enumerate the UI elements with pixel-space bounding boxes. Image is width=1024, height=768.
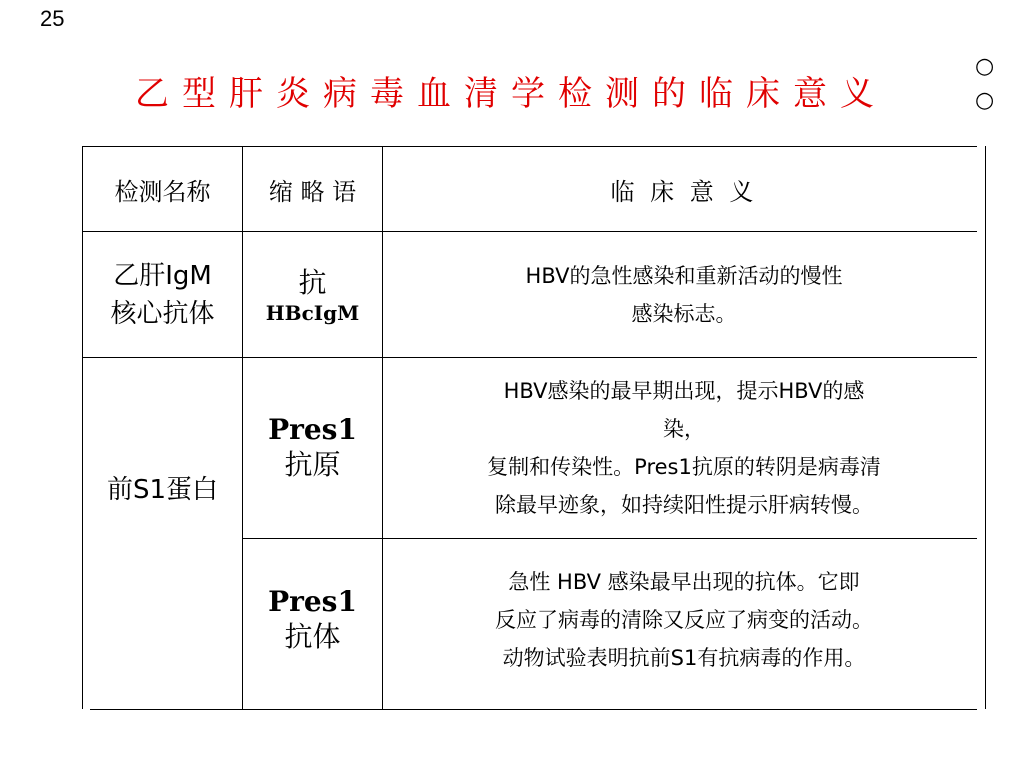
row2-sub2-meaning: [383, 560, 985, 680]
row1-meaning-line: HBV的急性感染和重新活动的慢性: [525, 264, 843, 288]
slide-title: 乙型肝炎病毒血清学检测的临床意义: [135, 74, 887, 114]
row1-name-line: 核心抗体: [110, 298, 215, 329]
row1-name: [83, 232, 242, 357]
table-rule: [90, 709, 977, 710]
row2-sub1-abbr-line: 抗原: [284, 448, 341, 481]
row2-sub1-meaning-line: 染，: [663, 417, 705, 441]
row2-sub2-meaning-line: 动物试验表明抗前S1有抗病毒的作用。: [502, 646, 866, 670]
row1-name-line: 乙肝IgM: [113, 260, 212, 291]
header-name: [83, 147, 242, 231]
row2-sub1-meaning-line: 除最早迹象，如持续阳性提示肝病转慢。: [495, 493, 873, 517]
header-abbr: [243, 147, 382, 231]
row2-sub1-meaning-line: HBV感染的最早期出现，提示HBV的感: [503, 379, 865, 403]
row2-sub2-abbr-line: 抗体: [284, 620, 341, 653]
header-abbr-text: 缩 略 语: [268, 177, 357, 206]
row2-sub1-meaning: [383, 358, 985, 538]
row1-abbr: [243, 232, 382, 357]
row2-sub1-meaning-line: 复制和传染性。Pres1抗原的转阴是病毒清: [487, 455, 881, 479]
row1-meaning-line: 感染标志。: [631, 302, 737, 326]
row2-name: [83, 358, 242, 622]
header-meaning-text: 临 床 意 义: [610, 177, 758, 206]
row2-sub2-abbr: [243, 560, 382, 680]
row2-sub2-abbr-line: Pres1: [268, 585, 357, 618]
table-rule: [242, 538, 977, 539]
row2-sub1-abbr-line: Pres1: [268, 413, 357, 446]
row2-name-text: 前S1蛋白: [106, 475, 219, 505]
row2-sub1-abbr: [243, 358, 382, 538]
slide-number: 25: [40, 6, 65, 31]
row1-abbr-line: 抗: [298, 265, 327, 299]
title-mark: ○: [975, 54, 995, 79]
row1-abbr-line: HBcIgM: [265, 300, 360, 325]
header-meaning: [383, 147, 985, 231]
row2-sub2-meaning-line: 急性 HBV 感染最早出现的抗体。它即: [508, 570, 860, 594]
table-rule: [985, 146, 986, 709]
row1-meaning: [383, 240, 985, 350]
header-name-text: 检测名称: [114, 177, 211, 206]
title-mark: ○: [975, 88, 995, 113]
row2-sub2-meaning-line: 反应了病毒的清除又反应了病变的活动。: [495, 608, 873, 632]
